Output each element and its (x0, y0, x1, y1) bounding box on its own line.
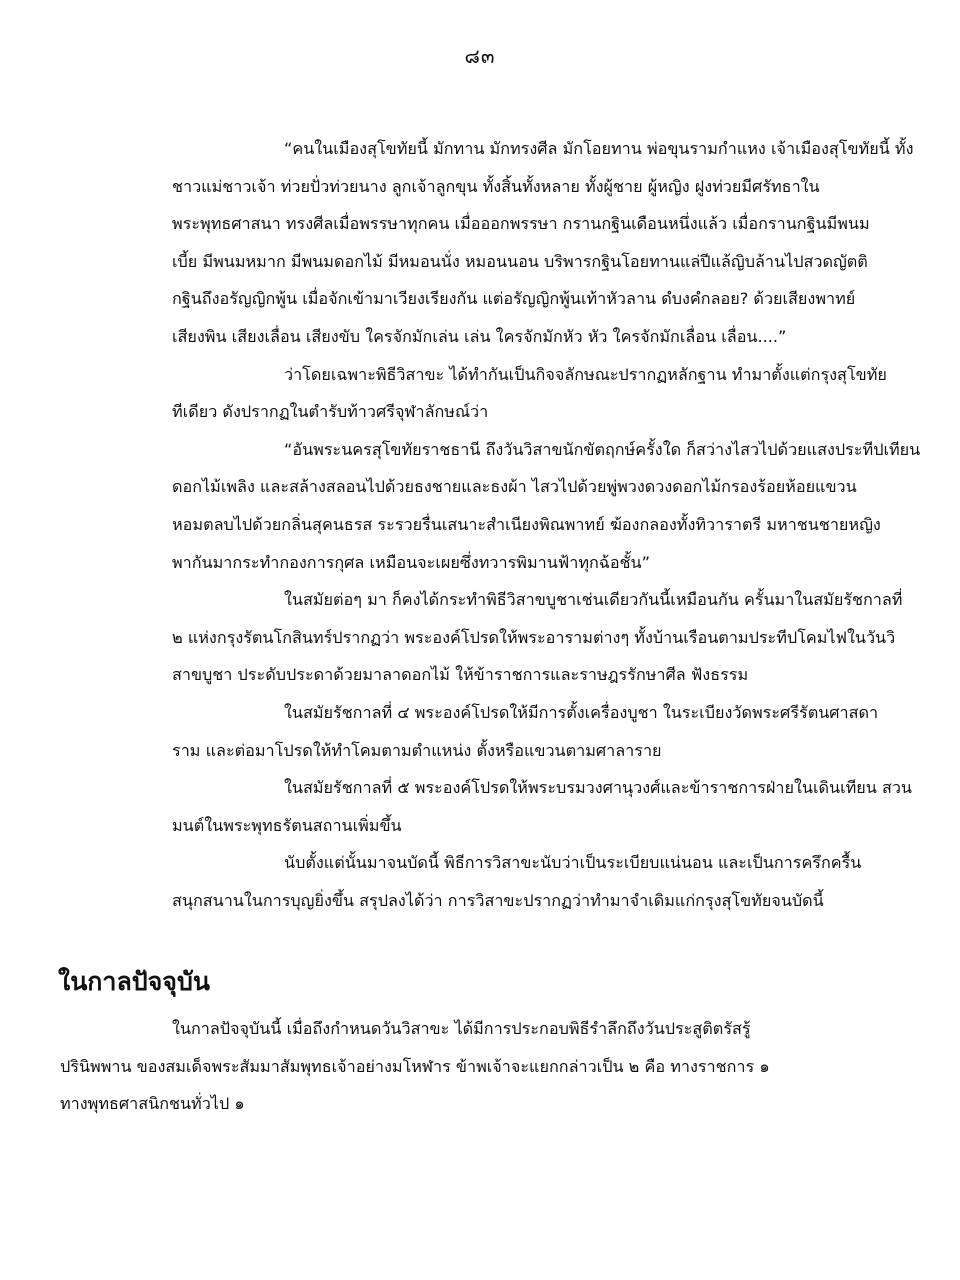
text-line: ในสมัยต่อๆ มา ก็คงได้กระทำพิธีวิสาขบูชาเช่นเดียวกันนี้เหมือนกัน ครั้นมาในสมัยรัชกาลที่ (284, 590, 903, 610)
paragraph-present-day (60, 1010, 910, 1123)
text-line: ทีเดียว ดังปรากฏในตำรับท้าวศรีจุฬาลักษณ์ว่า (172, 402, 489, 422)
text-line: ราม และต่อมาโปรดให้ทำโคมตามตำแหน่ง ตั้งหรือแขวนตามศาลาราย (172, 740, 662, 760)
text-line: หอมตลบไปด้วยกลิ่นสุคนธรส ระรวยรื่นเสนาะสำเนียงพิณพาทย์ ฆ้องกลองทั้งทิวาราตรี มหาชนชายหญิง (172, 514, 881, 534)
page-number: ๘๓ (464, 44, 496, 68)
text-line: ว่าโดยเฉพาะพิธีวิสาขะ ได้ทำกันเป็นกิจจลักษณะปรากฏหลักฐาน ทำมาตั้งแต่กรุงสุโขทัย (284, 364, 887, 384)
text-line: “คนในเมืองสุโขทัยนี้ มักทาน มักทรงศีล มักโอยทาน พ่อขุนรามกำแหง เจ้าเมืองสุโขทัยนี้ ทั้ง (284, 139, 914, 158)
paragraph-reign-5 (60, 769, 913, 844)
paragraph-nang-noppamas-quote (60, 431, 921, 581)
text-line: สนุกสนานในการบุญยิ่งขึ้น สรุปลงได้ว่า การวิสาขะปรากฏว่าทำมาจำเดิมแก่กรุงสุโขทัยจนบัดนี้ (172, 890, 824, 910)
paragraph-reign-4 (60, 694, 910, 769)
text-line: ในสมัยรัชกาลที่ ๔ พระองค์โปรดให้มีการตั้งเครื่องบูชา ในระเบียงวัดพระศรีรัตนศาสดา (284, 702, 879, 722)
text-line: นับตั้งแต่นั้นมาจนบัดนี้ พิธีการวิสาขะนับว่าเป็นระเบียบแน่นอน และเป็นการครึกครื้น (284, 853, 862, 873)
text-line: มนต์ในพระพุทธรัตนสถานเพิ่มขึ้น (172, 815, 402, 835)
text-line: เสียงพิน เสียงเลื่อน เสียงขับ ใครจักมักเล่น เล่น ใครจักมักหัว หัว ใครจักมักเลื่อน เลื่อน....” (172, 326, 787, 346)
text-line: สาขบูชา ประดับประดาด้วยมาลาดอกไม้ ให้ข้าราชการและราษฎรรักษาศีล ฟังธรรม (172, 665, 749, 685)
text-line: ชาวแม่ชาวเจ้า ท่วยปั่วท่วยนาง ลูกเจ้าลูกขุน ทั้งสิ้นทั้งหลาย ทั้งผู้ชาย ผู้หญิง ฝูงท่วยมีศรัทธาใน (172, 176, 820, 196)
paragraph-conclusion (60, 844, 910, 919)
text-line: “อันพระนครสุโขทัยราชธานี ถึงวันวิสาขนักขัตฤกษ์ครั้งใด ก็สว่างไสวไปด้วยแสงประทีปเทียน (284, 439, 921, 459)
text-line: ปรินิพพาน ของสมเด็จพระสัมมาสัมพุทธเจ้าอย่างมโหฬาร ข้าพเจ้าจะแยกกล่าวเป็น ๒ คือ ทางราชการ ๑ (60, 1056, 770, 1076)
paragraph-reign-2 (60, 581, 910, 694)
text-line: ในสมัยรัชกาลที่ ๕ พระองค์โปรดให้พระบรมวงศานุวงศ์และข้าราชการฝ่ายในเดินเทียน สวน (284, 778, 913, 798)
text-line: กฐินถึงอรัญญิกพู้น เมื่อจักเข้ามาเวียงเรียงกัน แต่อรัญญิกพู้นเท้าหัวลาน ดํบงคํกลอย? ด้วยเสียงพาทย์ (172, 289, 856, 309)
text-line: เบี้ย มีพนมหมาก มีพนมดอกไม้ มีหมอนนั่ง หมอนนอน บริพารกฐินโอยทานแล่ปีแล้ญิบล้านไปสวดญัตติ (172, 251, 868, 271)
section-heading: ในกาลปัจจุบัน (58, 967, 210, 996)
text-line: ในกาลปัจจุบันนี้ เมื่อถึงกำหนดวันวิสาขะ ได้มีการประกอบพิธีรำลึกถึงวันประสูติตรัสรู้ (172, 1019, 751, 1038)
text-line: พากันมากระทำกองการกุศล เหมือนจะเผยซึ่งทวารพิมานฟ้าทุกฉ้อชั้น” (172, 552, 650, 572)
text-line: ทางพุทธศาสนิกชนทั่วไป ๑ (60, 1094, 245, 1114)
paragraph-sukhothai-inscription (60, 130, 914, 356)
text-line: พระพุทธศาสนา ทรงศีลเมื่อพรรษาทุกคน เมื่อออกพรรษา กรานกฐินเดือนหนึ่งแล้ว เมื่อกรานกฐินมีพนม (172, 214, 870, 234)
text-line: ๒ แห่งกรุงรัตนโกสินทร์ปรากฏว่า พระองค์โปรดให้พระอารามต่างๆ ทั้งบ้านเรือนตามประทีปโคมไฟในวันวิ (172, 627, 896, 647)
text-line: ดอกไม้เพลิง และสล้างสลอนไปด้วยธงชายและธงผ้า ไสวไปด้วยพู่พวงดวงดอกไม้กรองร้อยห้อยแขวน (172, 477, 857, 497)
paragraph-visakha-origin (60, 356, 910, 431)
body-text (60, 130, 921, 919)
